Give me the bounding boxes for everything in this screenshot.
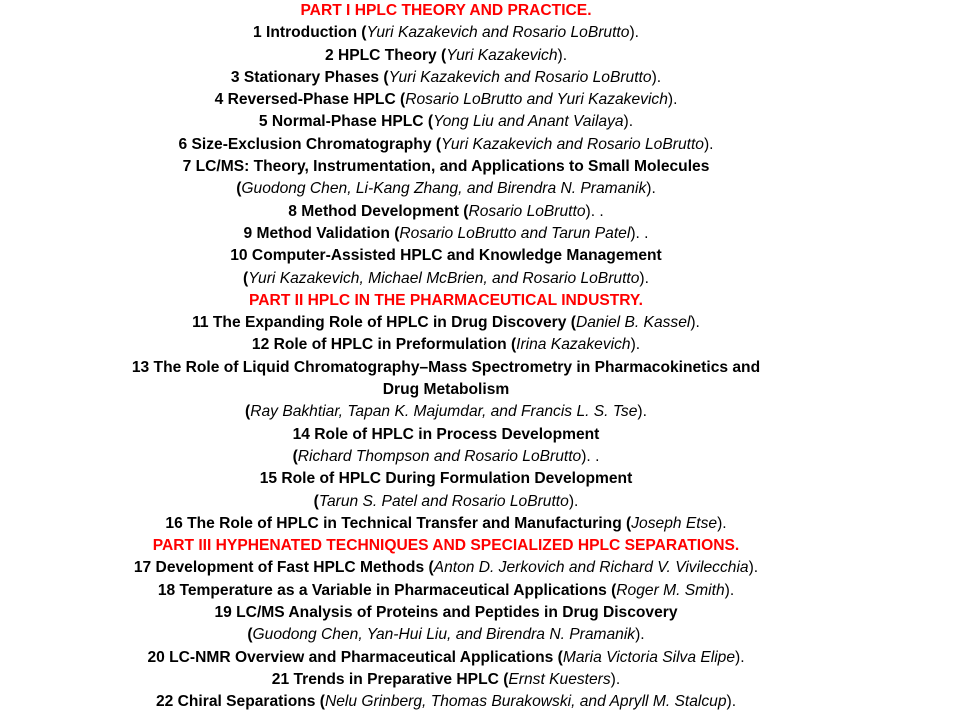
chapter-line (0, 89, 892, 111)
chapter-title: ( (313, 492, 319, 510)
chapter-line (0, 647, 892, 669)
chapter-title: 17 Development of Fast HPLC Methods ( (133, 559, 434, 577)
author-names: Ernst Kuesters (508, 670, 611, 688)
chapter-line (0, 468, 892, 490)
punctuation: ). (651, 68, 662, 86)
chapter-line (0, 156, 892, 178)
chapter-title: 15 Role of HPLC During Formulation Development (259, 470, 633, 488)
author-names: Tarun S. Patel and Rosario LoBrutto (318, 492, 569, 510)
chapter-title: 11 The Expanding Role of HPLC in Drug Discovery ( (192, 314, 576, 332)
chapter-title: PART II HPLC IN THE PHARMACEUTICAL INDUSTRY. (249, 291, 643, 309)
chapter-title: ( (243, 269, 249, 287)
author-names: Yong Liu and Anant Vailaya (433, 113, 624, 131)
chapter-line (0, 22, 892, 44)
author-names: Irina Kazakevich (516, 336, 631, 354)
author-names: Guodong Chen, Li-Kang Zhang, and Birendra N. Pramanik (241, 180, 647, 198)
author-names: Yuri Kazakevich and Rosario LoBrutto (388, 68, 652, 86)
punctuation: ). (630, 336, 641, 354)
author-names: Anton D. Jerkovich and Richard V. Vivilecchia (433, 559, 749, 577)
punctuation: ). (717, 514, 727, 532)
punctuation: ). (623, 113, 634, 131)
punctuation: ). (646, 180, 656, 198)
chapter-title: 12 Role of HPLC in Preformulation ( (251, 336, 517, 354)
chapter-line (0, 624, 892, 646)
part-heading (0, 290, 892, 312)
chapter-line (0, 312, 892, 334)
author-names: Ray Bakhtiar, Tapan K. Majumdar, and Francis L. S. Tse (250, 403, 638, 421)
chapter-title: 22 Chiral Separations ( (155, 693, 325, 711)
author-names: Nelu Grinberg, Thomas Burakowski, and Apryll M. Stalcup (324, 693, 727, 711)
chapter-line (0, 201, 892, 223)
chapter-title: 18 Temperature as a Variable in Pharmaceutical Applications ( (157, 581, 617, 599)
chapter-line (0, 513, 892, 535)
punctuation: ). (690, 314, 700, 332)
chapter-line (0, 223, 892, 245)
chapter-title: ( (247, 626, 253, 644)
chapter-line (0, 580, 892, 602)
chapter-title: 19 LC/MS Analysis of Proteins and Peptides in Drug Discovery (214, 604, 678, 622)
chapter-title: 21 Trends in Preparative HPLC ( (271, 670, 509, 688)
punctuation: ). (557, 46, 568, 64)
chapter-title: ( (236, 180, 242, 198)
punctuation: ). (735, 648, 745, 666)
punctuation: ). . (630, 224, 649, 242)
punctuation: ). (639, 269, 649, 287)
part-heading (0, 0, 892, 22)
punctuation: ). (635, 626, 645, 644)
punctuation: ). . (585, 202, 604, 220)
chapter-line (0, 691, 892, 713)
chapter-title: 3 Stationary Phases ( (230, 68, 389, 86)
chapter-line (0, 45, 892, 67)
chapter-title: 4 Reversed-Phase HPLC ( (214, 91, 406, 109)
author-names: Maria Victoria Silva Elipe (562, 648, 736, 666)
chapter-title: 1 Introduction ( (253, 24, 367, 42)
chapter-line (0, 669, 892, 691)
author-names: Guodong Chen, Yan-Hui Liu, and Birendra N. Pramanik (252, 626, 636, 644)
chapter-line (0, 424, 892, 446)
author-names: Daniel B. Kassel (575, 314, 691, 332)
chapter-title: 10 Computer-Assisted HPLC and Knowledge Management (230, 247, 662, 265)
chapter-line (0, 602, 892, 624)
chapter-title: 6 Size-Exclusion Chromatography ( (178, 135, 442, 153)
punctuation: ). (726, 693, 737, 711)
chapter-line (0, 134, 892, 156)
chapter-title: 16 The Role of HPLC in Technical Transfer and Manufacturing ( (165, 514, 632, 532)
chapter-title: ( (292, 447, 298, 465)
author-names: Richard Thompson and Rosario LoBrutto (297, 447, 582, 465)
chapter-title: PART III HYPHENATED TECHNIQUES AND SPECIALIZED HPLC SEPARATIONS. (152, 537, 740, 555)
chapter-title: 9 Method Validation ( (243, 224, 400, 242)
chapter-title: 20 LC-NMR Overview and Pharmaceutical Applications ( (147, 648, 563, 666)
author-names: Rosario LoBrutto (468, 202, 586, 220)
author-names: Yuri Kazakevich (446, 46, 558, 64)
chapter-line (0, 67, 892, 89)
chapter-title: 7 LC/MS: Theory, Instrumentation, and Applications to Small Molecules (182, 158, 710, 176)
author-names: Joseph Etse (631, 514, 718, 532)
author-names: Yuri Kazakevich, Michael McBrien, and Rosario LoBrutto (248, 269, 640, 287)
chapter-line (0, 111, 892, 133)
punctuation: ). (748, 559, 759, 577)
punctuation: ). (667, 91, 678, 109)
chapter-line (0, 357, 892, 379)
chapter-line (0, 557, 892, 579)
author-names: Yuri Kazakevich and Rosario LoBrutto (441, 135, 704, 153)
author-names: Roger M. Smith (616, 581, 725, 599)
punctuation: ). (724, 581, 735, 599)
part-heading (0, 535, 892, 557)
chapter-line (0, 178, 892, 200)
chapter-line (0, 379, 892, 401)
chapter-title: PART I HPLC THEORY AND PRACTICE. (300, 2, 592, 19)
author-names: Yuri Kazakevich and Rosario LoBrutto (366, 24, 630, 42)
punctuation: ). (637, 403, 647, 421)
punctuation: ). (703, 135, 714, 153)
chapter-line (0, 334, 892, 356)
chapter-line (0, 446, 892, 468)
chapter-title: 5 Normal-Phase HPLC ( (258, 113, 434, 131)
author-names: Rosario LoBrutto and Tarun Patel (399, 224, 631, 242)
chapter-line (0, 401, 892, 423)
author-names: Rosario LoBrutto and Yuri Kazakevich (405, 91, 668, 109)
chapter-line (0, 268, 892, 290)
punctuation: ). (629, 24, 639, 42)
punctuation: ). (568, 492, 579, 510)
chapter-line (0, 245, 892, 267)
chapter-title: ( (245, 403, 251, 421)
punctuation: ). (610, 670, 621, 688)
punctuation: ). . (581, 447, 600, 465)
chapter-title: 14 Role of HPLC in Process Development (292, 425, 600, 443)
chapter-title: 13 The Role of Liquid Chromatography–Mass Spectrometry in Pharmacokinetics and (131, 358, 761, 376)
chapter-title: 8 Method Development ( (288, 202, 469, 220)
chapter-title: Drug Metabolism (382, 381, 510, 399)
chapter-line (0, 491, 892, 513)
chapter-title: 2 HPLC Theory ( (324, 46, 447, 64)
